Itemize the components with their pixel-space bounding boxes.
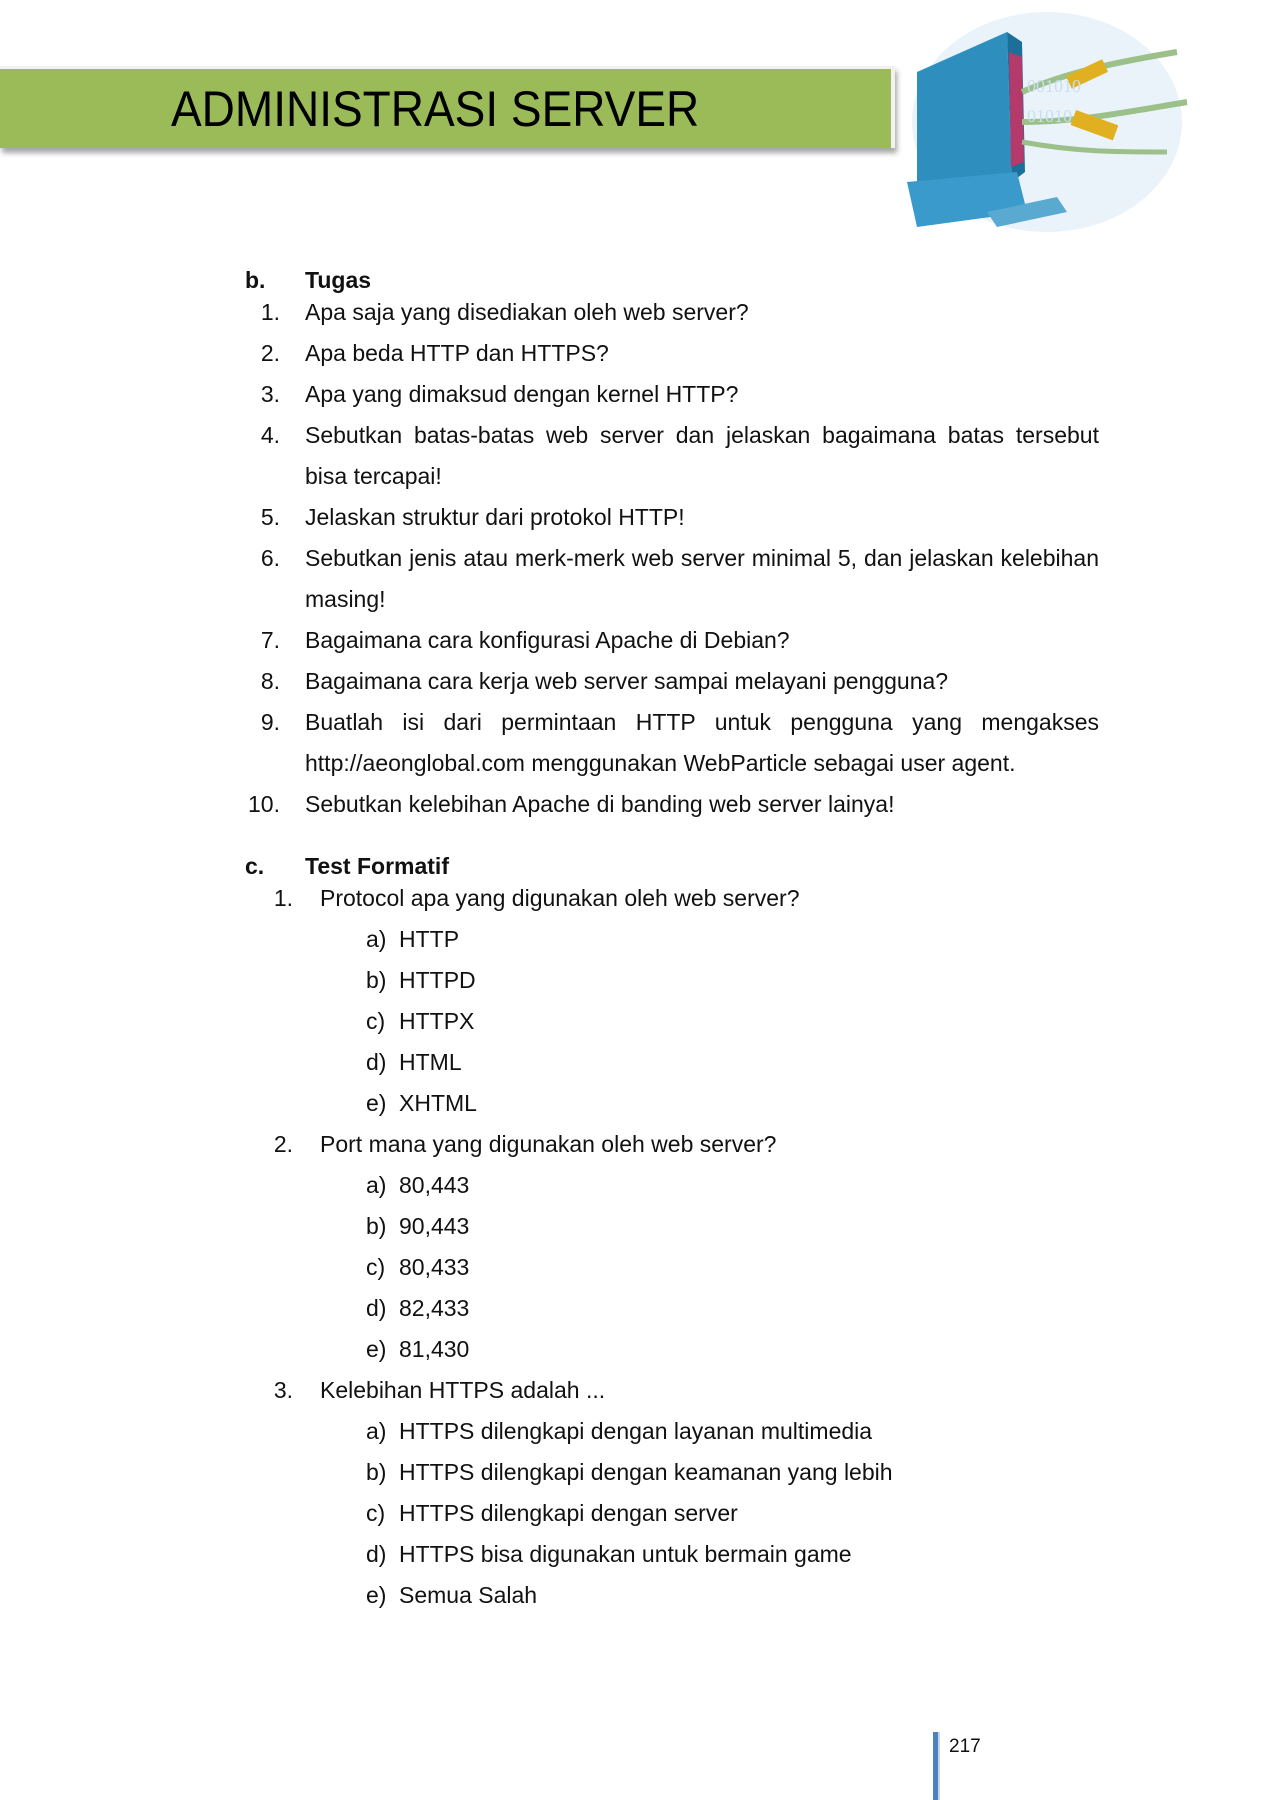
header-banner bbox=[0, 66, 895, 148]
answer-option bbox=[0, 1534, 1273, 1575]
item-text: Apa saja yang disediakan oleh web server? bbox=[305, 299, 749, 325]
list-item bbox=[0, 784, 1273, 825]
option-letter: b) bbox=[366, 1213, 387, 1239]
option-text: HTTPS dilengkapi dengan layanan multimedia bbox=[399, 1418, 873, 1444]
section-letter: c. bbox=[245, 853, 265, 879]
option-letter: b) bbox=[366, 967, 387, 993]
option-letter: d) bbox=[366, 1541, 387, 1567]
option-letter: c) bbox=[366, 1500, 386, 1526]
item-text: Bagaimana cara kerja web server sampai melayani pengguna? bbox=[305, 668, 949, 694]
tugas-list bbox=[0, 292, 1273, 825]
question-text: Kelebihan HTTPS adalah ... bbox=[320, 1377, 606, 1403]
question bbox=[0, 1124, 1273, 1165]
list-item bbox=[0, 702, 1273, 784]
option-text: HTTP bbox=[399, 926, 460, 952]
list-item bbox=[0, 415, 1273, 497]
item-number: 5. bbox=[260, 504, 280, 530]
item-number: 3. bbox=[260, 381, 280, 407]
list-item bbox=[0, 292, 1273, 333]
answer-option bbox=[0, 919, 1273, 960]
answer-option bbox=[0, 1411, 1273, 1452]
question-text: Protocol apa yang digunakan oleh web server? bbox=[320, 885, 800, 911]
option-text: XHTML bbox=[399, 1090, 477, 1116]
item-number: 10. bbox=[248, 791, 280, 817]
item-text: Sebutkan batas-batas web server dan jelaskan bagaimana batas tersebut bisa tercapai! bbox=[305, 422, 1099, 489]
binary-text-1: 001010 bbox=[1027, 76, 1081, 96]
item-text: Sebutkan kelebihan Apache di banding web server lainya! bbox=[305, 791, 895, 817]
answer-option bbox=[0, 1493, 1273, 1534]
page-title: ADMINISTRASI SERVER bbox=[171, 81, 700, 137]
question-number: 2. bbox=[273, 1131, 293, 1157]
option-letter: e) bbox=[366, 1582, 387, 1608]
question bbox=[0, 1370, 1273, 1411]
option-letter: b) bbox=[366, 1459, 387, 1485]
question-number: 1. bbox=[273, 885, 293, 911]
option-letter: d) bbox=[366, 1295, 387, 1321]
item-number: 4. bbox=[260, 422, 280, 448]
answer-option bbox=[0, 1288, 1273, 1329]
item-number: 2. bbox=[260, 340, 280, 366]
section-tugas-heading bbox=[0, 268, 1273, 292]
item-number: 8. bbox=[260, 668, 280, 694]
section-title: Tugas bbox=[305, 267, 372, 293]
question-text: Port mana yang digunakan oleh web server? bbox=[320, 1131, 777, 1157]
option-text: 81,430 bbox=[399, 1336, 470, 1362]
content bbox=[0, 268, 1273, 1616]
option-text: 90,443 bbox=[399, 1213, 470, 1239]
answer-option bbox=[0, 1042, 1273, 1083]
option-letter: c) bbox=[366, 1254, 386, 1280]
question bbox=[0, 878, 1273, 919]
item-text: Jelaskan struktur dari protokol HTTP! bbox=[305, 504, 685, 530]
option-letter: e) bbox=[366, 1090, 387, 1116]
answer-option bbox=[0, 960, 1273, 1001]
option-text: 82,433 bbox=[399, 1295, 470, 1321]
item-number: 1. bbox=[260, 299, 280, 325]
answer-option bbox=[0, 1206, 1273, 1247]
item-text: Buatlah isi dari permintaan HTTP untuk pengguna yang mengakses http://aeonglobal.com menggunakan WebParticle sebagai user agent. bbox=[305, 709, 1099, 776]
item-text: Sebutkan jenis atau merk-merk web server minimal 5, dan jelaskan kelebihan masing! bbox=[305, 545, 1099, 612]
option-letter: a) bbox=[366, 1418, 387, 1444]
section-title: Test Formatif bbox=[305, 853, 449, 879]
answer-option bbox=[0, 1329, 1273, 1370]
option-letter: d) bbox=[366, 1049, 387, 1075]
list-item bbox=[0, 374, 1273, 415]
answer-option bbox=[0, 1575, 1273, 1616]
item-number: 7. bbox=[260, 627, 280, 653]
option-letter: c) bbox=[366, 1008, 386, 1034]
binary-text-2: 01010 bbox=[1027, 106, 1072, 126]
option-text: HTML bbox=[399, 1049, 462, 1075]
item-text: Bagaimana cara konfigurasi Apache di Debian? bbox=[305, 627, 790, 653]
item-text: Apa beda HTTP dan HTTPS? bbox=[305, 340, 609, 366]
list-item bbox=[0, 538, 1273, 620]
option-text: HTTPX bbox=[399, 1008, 475, 1034]
option-text: HTTPD bbox=[399, 967, 476, 993]
page-number-bar bbox=[933, 1732, 940, 1800]
list-item bbox=[0, 620, 1273, 661]
option-text: HTTPS dilengkapi dengan server bbox=[399, 1500, 738, 1526]
option-letter: e) bbox=[366, 1336, 387, 1362]
option-text: Semua Salah bbox=[399, 1582, 538, 1608]
option-text: 80,443 bbox=[399, 1172, 470, 1198]
answer-option bbox=[0, 1001, 1273, 1042]
option-letter: a) bbox=[366, 926, 387, 952]
list-item bbox=[0, 497, 1273, 538]
option-letter: a) bbox=[366, 1172, 387, 1198]
answer-option bbox=[0, 1083, 1273, 1124]
section-test-heading bbox=[0, 854, 1273, 878]
item-number: 9. bbox=[260, 709, 280, 735]
test-question-list bbox=[0, 878, 1273, 1616]
item-text: Apa yang dimaksud dengan kernel HTTP? bbox=[305, 381, 739, 407]
question-number: 3. bbox=[273, 1377, 293, 1403]
answer-option bbox=[0, 1165, 1273, 1206]
option-text: HTTPS bisa digunakan untuk bermain game bbox=[399, 1541, 852, 1567]
item-number: 6. bbox=[260, 545, 280, 571]
list-item bbox=[0, 333, 1273, 374]
page-number: 217 bbox=[949, 1736, 981, 1757]
option-text: HTTPS dilengkapi dengan keamanan yang lebih bbox=[399, 1459, 893, 1485]
option-text: 80,433 bbox=[399, 1254, 470, 1280]
answer-option bbox=[0, 1452, 1273, 1493]
answer-option bbox=[0, 1247, 1273, 1288]
section-letter: b. bbox=[245, 267, 266, 293]
computer-illustration bbox=[897, 12, 1227, 237]
list-item bbox=[0, 661, 1273, 702]
